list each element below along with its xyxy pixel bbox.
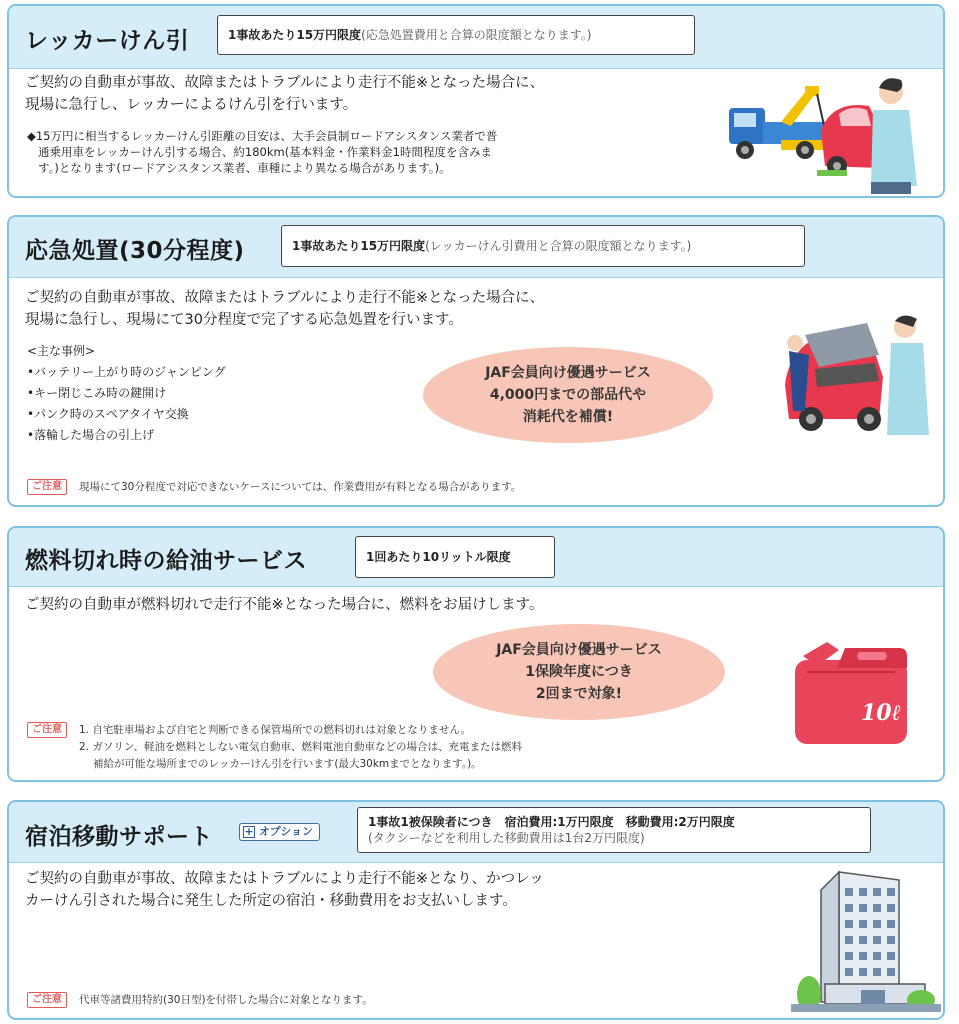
bubble-line: JAF会員向け優遇サービス bbox=[496, 642, 662, 658]
body-line: 現場に急行し、現場にて30分程度で完了する応急処置を行います。 bbox=[25, 312, 463, 328]
section-emergency bbox=[7, 215, 945, 507]
note-line: 通乗用車をレッカーけん引する場合、約180km(基本料金・作業料金1時間程度を含みま bbox=[38, 145, 492, 159]
section-body bbox=[25, 594, 544, 616]
bubble-line: 2回まで対象! bbox=[535, 686, 623, 702]
section-title: 燃料切れ時の給油サービス bbox=[25, 548, 307, 574]
option-label: オプション bbox=[259, 825, 314, 838]
section-title: 宿泊移動サポート bbox=[25, 824, 213, 850]
body-line: ご契約の自動車が事故、故障またはトラブルにより走行不能※となった場合に、 bbox=[25, 290, 545, 306]
section-title: 応急処置(30分程度) bbox=[25, 238, 245, 264]
section-fuel bbox=[7, 526, 945, 782]
limit-box bbox=[281, 225, 805, 267]
limit-main: 1事故あたり15万円限度 bbox=[228, 28, 362, 42]
limit-main: 1事故1被保険者につき 宿泊費用:1万円限度 移動費用:2万円限度 bbox=[368, 815, 735, 829]
jaf-bubble bbox=[423, 347, 713, 443]
fuel-can-illustration-icon bbox=[787, 638, 915, 748]
tow-truck-illustration-icon bbox=[721, 70, 936, 196]
can-label: 10ℓ bbox=[861, 700, 902, 726]
section-lodging bbox=[7, 800, 945, 1020]
section-header bbox=[9, 528, 943, 587]
section-header bbox=[9, 6, 943, 69]
section-header bbox=[9, 217, 943, 278]
car-repair-illustration-icon bbox=[775, 315, 935, 443]
bubble-line: 消耗代を補償! bbox=[522, 409, 614, 425]
limit-note: (応急処置費用と合算の限度額となります。) bbox=[361, 28, 592, 42]
section-note bbox=[27, 128, 497, 176]
limit-note: (タクシーなどを利用した移動費用は1台2万円限度) bbox=[368, 831, 645, 845]
caution-line: 1. 自宅駐車場および自宅と判断できる保管場所での燃料切れは対象となりません。 bbox=[79, 724, 471, 736]
body-line: 現場に急行し、レッカーによるけん引を行います。 bbox=[25, 97, 358, 113]
example-list-title: <主な事例> bbox=[27, 344, 96, 358]
section-header bbox=[9, 802, 943, 863]
jaf-bubble bbox=[433, 624, 725, 720]
option-badge bbox=[239, 823, 320, 841]
list-item: •キー閉じこみ時の鍵開け bbox=[27, 386, 167, 400]
example-list bbox=[27, 341, 226, 446]
caution-line: 補給が可能な場所までのレッカーけん引を行います(最大30kmまでとなります。)。 bbox=[93, 758, 482, 770]
bubble-line: 4,000円までの部品代や bbox=[489, 387, 647, 403]
caution-badge: ご注意 bbox=[27, 722, 67, 738]
body-line: ご契約の自動車が燃料切れで走行不能※となった場合に、燃料をお届けします。 bbox=[25, 597, 544, 613]
section-tow bbox=[7, 4, 945, 198]
caution-badge: ご注意 bbox=[27, 992, 67, 1008]
bubble-line: 1保険年度につき bbox=[525, 664, 633, 680]
section-body bbox=[25, 868, 544, 912]
body-line: カーけん引された場合に発生した所定の宿泊・移動費用をお支払いします。 bbox=[25, 893, 517, 909]
list-item: •落輪した場合の引上げ bbox=[27, 428, 155, 442]
note-line: す。)となります(ロードアシスタンス業者、車種により異なる場合があります。)。 bbox=[38, 161, 451, 175]
caution-line: 2. ガソリン、軽油を燃料としない電気自動車、燃料電池自動車などの場合は、充電または燃料 bbox=[79, 741, 523, 753]
caution-badge: ご注意 bbox=[27, 479, 67, 495]
list-item: •パンク時のスペアタイヤ交換 bbox=[27, 407, 189, 421]
body-line: ご契約の自動車が事故、故障またはトラブルにより走行不能※となり、かつレッ bbox=[25, 871, 544, 887]
note-line: ◆15万円に相当するレッカーけん引距離の目安は、大手会員制ロードアシスタンス業者で普 bbox=[27, 129, 498, 143]
caution-text: 現場にて30分程度で対応できないケースについては、作業費用が有料となる場合があります。 bbox=[79, 481, 522, 493]
section-title: レッカーけん引 bbox=[25, 28, 190, 54]
bubble-line: JAF会員向け優遇サービス bbox=[485, 365, 651, 381]
limit-main: 1事故あたり15万円限度 bbox=[292, 239, 426, 253]
plus-icon: + bbox=[244, 825, 254, 838]
limit-main: 1回あたり10リットル限度 bbox=[366, 550, 511, 564]
caution-text: 代車等諸費用特約(30日型)を付帯した場合に対象となります。 bbox=[79, 994, 373, 1006]
hotel-building-illustration-icon bbox=[791, 866, 941, 1016]
section-body bbox=[25, 287, 544, 331]
caution-text bbox=[79, 722, 522, 773]
section-body bbox=[25, 72, 544, 116]
limit-box bbox=[217, 15, 695, 55]
limit-note: (レッカーけん引費用と合算の限度額となります。) bbox=[425, 239, 692, 253]
limit-box bbox=[357, 807, 871, 853]
body-line: ご契約の自動車が事故、故障またはトラブルにより走行不能※となった場合に、 bbox=[25, 75, 545, 91]
limit-box bbox=[355, 536, 555, 578]
list-item: •バッテリー上がり時のジャンピング bbox=[27, 365, 226, 379]
